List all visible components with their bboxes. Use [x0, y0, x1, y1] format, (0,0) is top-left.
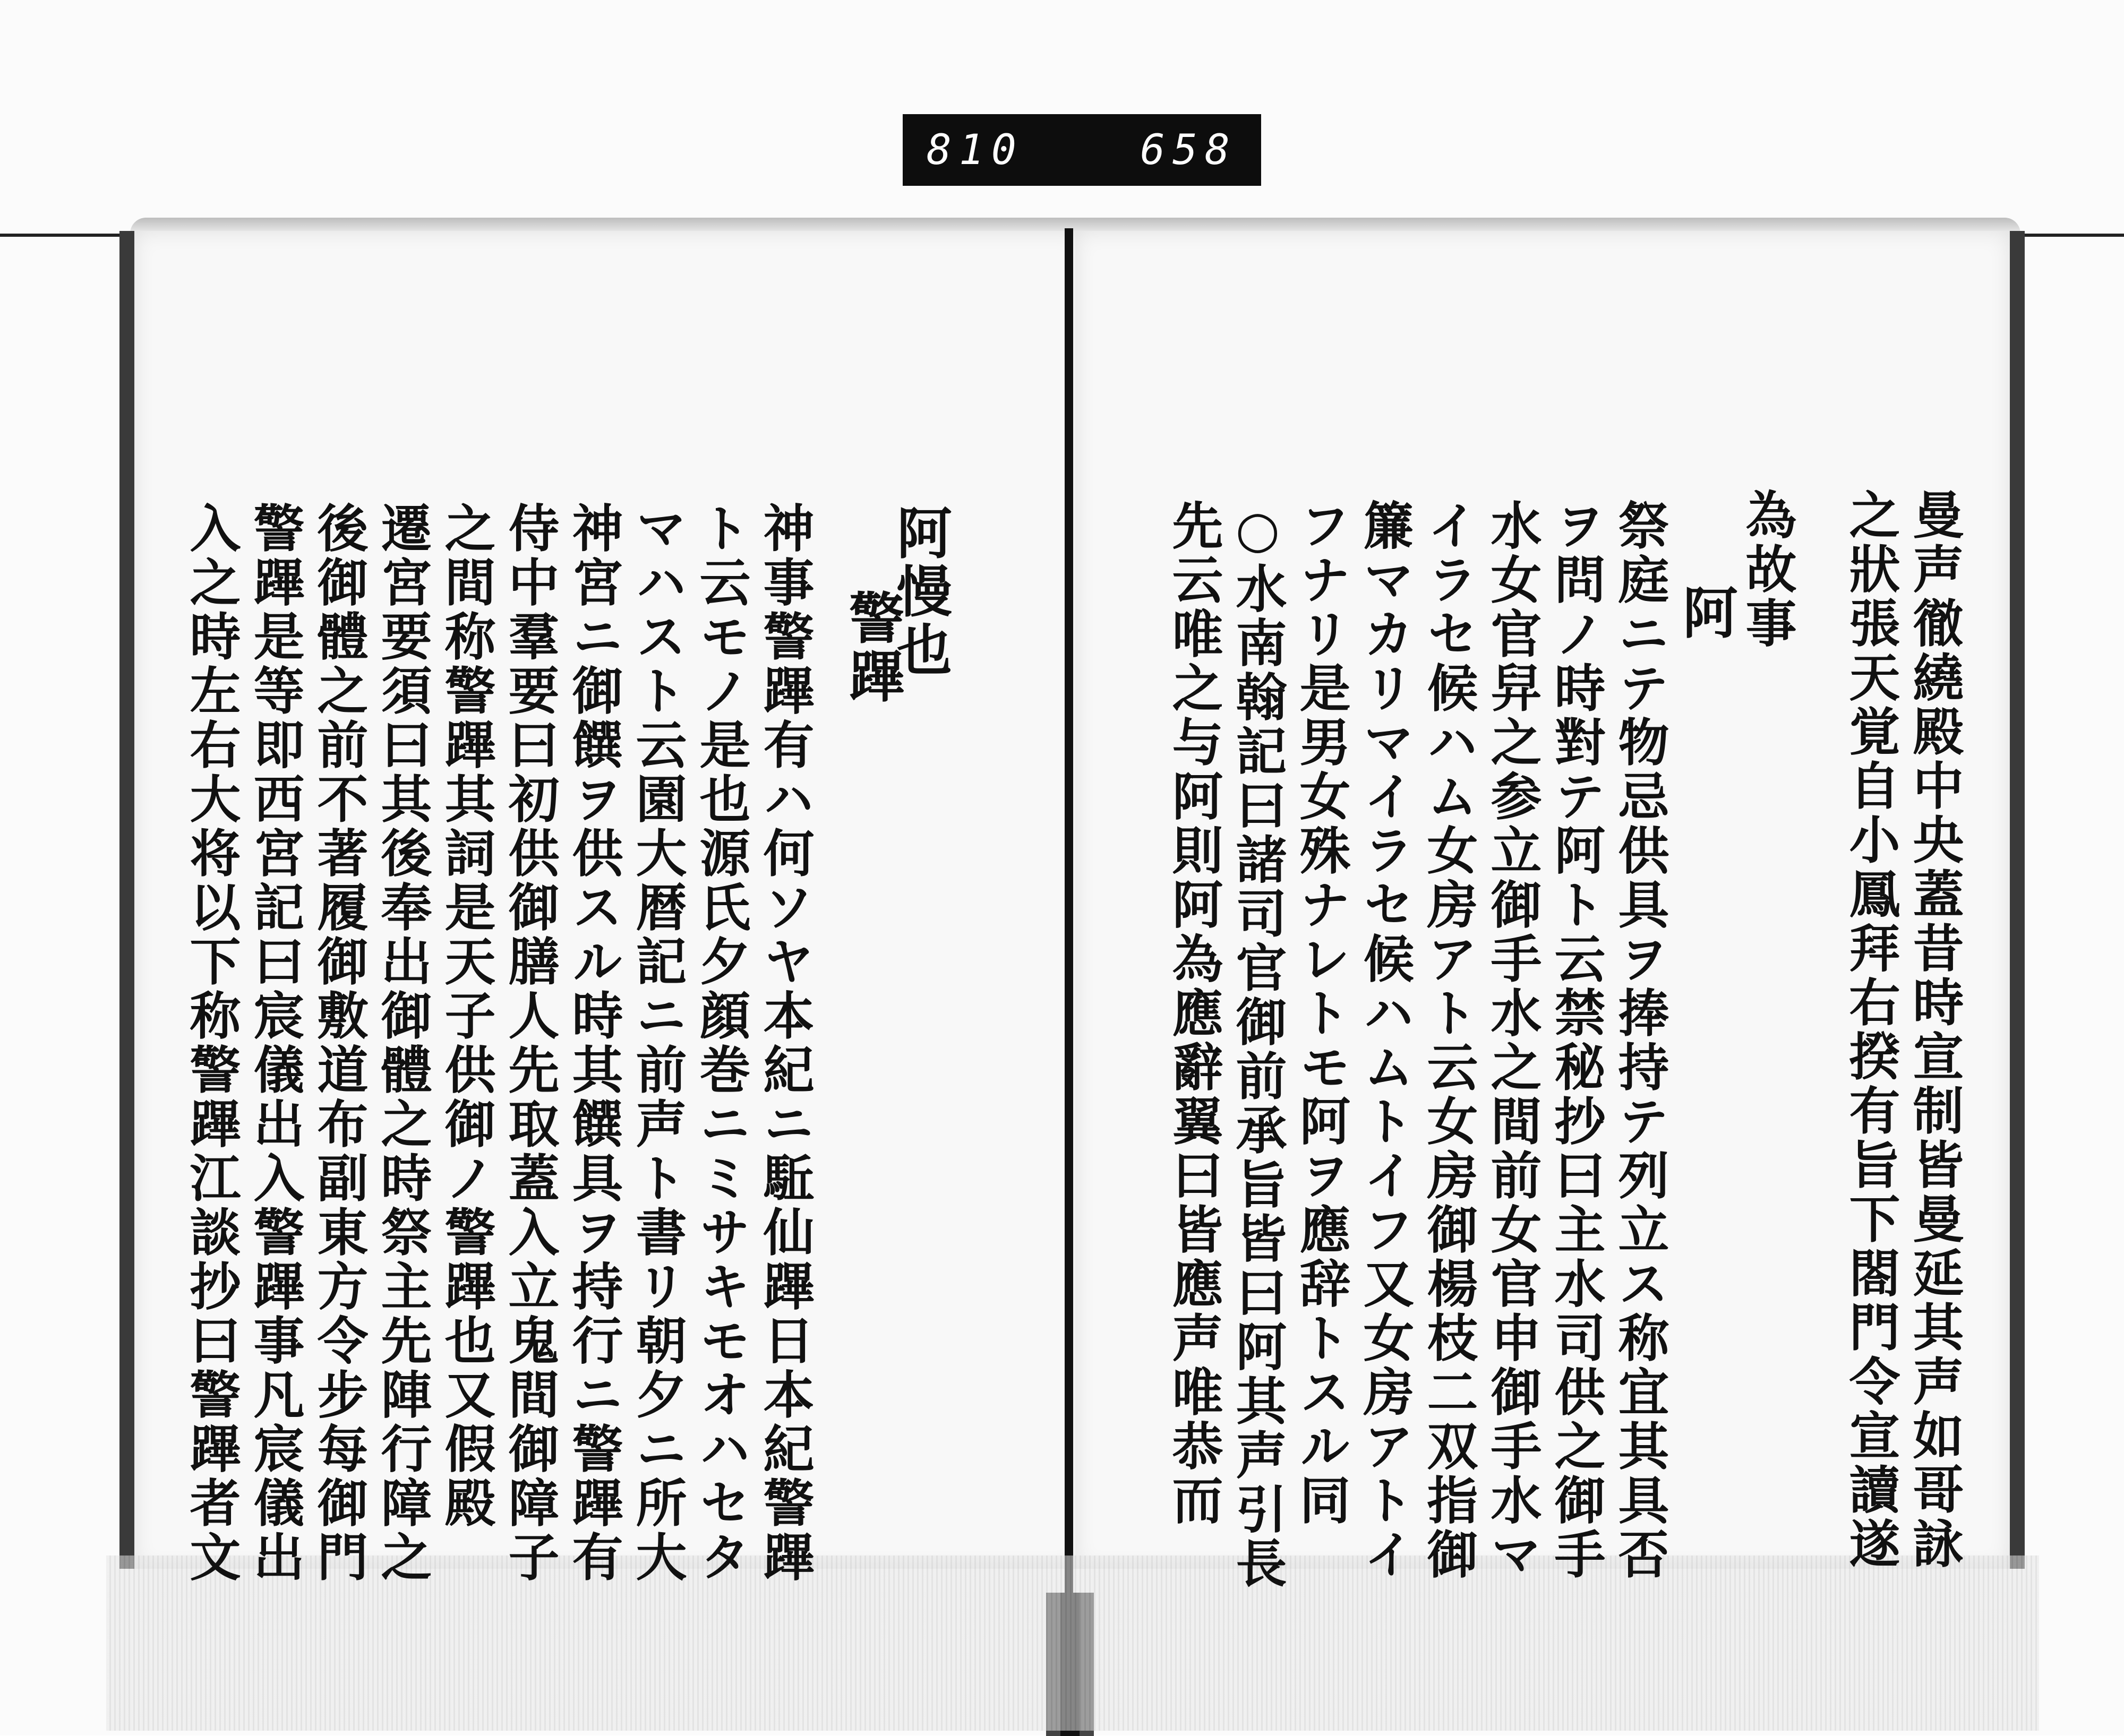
left-col-9: 遷宮要須曰其後奉出御體之時祭主先陣行障之: [373, 502, 433, 1585]
left-col-3: 神事警蹕有ハ何ソヤ本紀ニ駈仙蹕日本紀警蹕: [755, 502, 815, 1585]
left-col-8: 之間称警蹕其詞是天子供御ノ警蹕也又假殿: [436, 502, 496, 1531]
catalog-number-right: 658: [1140, 126, 1237, 174]
right-col-3: 為故事: [1737, 488, 1797, 651]
right-col-11: ○水南翰記曰諸司官御前承旨皆曰阿其声引長: [1228, 499, 1288, 1591]
book-gutter: [1065, 228, 1073, 1736]
right-col-7: 水女官舁之参立御手水之間前女官申御手水マ: [1483, 499, 1543, 1582]
left-heading-keihitsu: 警蹕: [840, 589, 905, 706]
catalog-label: [903, 114, 1261, 186]
right-col-8: イラセ候ハム女房アト云女房御楊枝二双指御: [1419, 499, 1479, 1582]
catalog-number-left: 810: [927, 126, 1024, 174]
left-col-5: マハスト云園大暦記ニ前声ト書リ朝夕ニ所大: [628, 502, 688, 1585]
right-col-5: 祭庭ニテ物忌供具ヲ捧持テ列立ス称宜其具否: [1610, 499, 1670, 1582]
left-col-10: 後御體之前不著履御敷道布副東方令步每御門: [309, 502, 369, 1585]
right-heading-a: 阿: [1673, 584, 1738, 642]
left-heading-amanya: 阿慢也: [887, 504, 953, 680]
right-col-1: 曼声徹繞殿中央蓋昔時宣制皆曼延其声如哥詠: [1905, 488, 1965, 1571]
right-col-9: 簾マカリマイラセ候ハムトイフ又女房アトイ: [1355, 499, 1415, 1582]
right-col-2: 之狀張天覚自小鳳拜右揆有旨下閤門令宣讀遂: [1841, 488, 1901, 1571]
right-col-6: ヲ問ノ時對テ阿ト云禁秘抄曰主水司供之御手: [1546, 499, 1606, 1582]
right-col-12: 先云唯之与阿則阿為應辭翼曰皆應声唯恭而: [1164, 499, 1224, 1528]
right-col-10: フナリ是男女殊ナレトモ阿ヲ應辞トスル同: [1291, 499, 1351, 1528]
left-col-4: ト云モノ是也源氏夕顔巻ニミサキモオハセタ: [691, 502, 751, 1585]
left-col-7: 侍中羣要曰初供御膳人先取蓋入立鬼間御障子: [500, 502, 560, 1585]
left-col-11: 警蹕是等即西宮記曰宸儀出入警蹕事凡宸儀出: [245, 502, 305, 1585]
left-col-6: 神宮ニ御饌ヲ供スル時其饌具ヲ持行ニ警蹕有: [564, 502, 624, 1585]
left-col-12: 入之時左右大将以下称警蹕江談抄曰警蹕者文: [182, 502, 242, 1585]
